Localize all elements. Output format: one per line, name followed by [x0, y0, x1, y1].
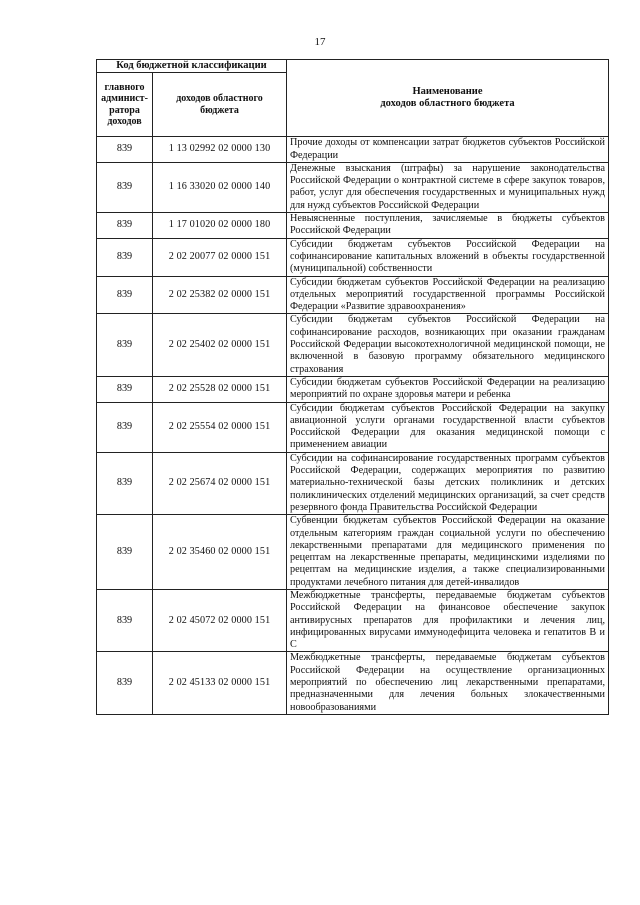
- admin-code-cell: 839: [97, 314, 153, 376]
- income-name-cell: Субсидии бюджетам субъектов Российской Федерации на софинансирование капитальных вложений в объекты государственной (муниципальной) собственности: [287, 238, 609, 276]
- table-row: [97, 515, 609, 590]
- budget-classification-table: [96, 59, 609, 715]
- table-row: [97, 276, 609, 314]
- admin-code-cell: 839: [97, 652, 153, 714]
- income-code-cell: 1 16 33020 02 0000 140: [153, 162, 287, 212]
- income-code-cell: 2 02 25674 02 0000 151: [153, 452, 287, 514]
- table-row: [97, 402, 609, 452]
- table-row: [97, 162, 609, 212]
- income-name-cell: Межбюджетные трансферты, передаваемые бюджетам субъектов Российской Федерации на осуществление организационных мероприятий по обеспечению лиц лекарственными препаратами, предназначенными для лечения больных злокачественными новообразованиями: [287, 652, 609, 714]
- income-name-header-line1: Наименование: [412, 85, 483, 97]
- classification-code-header: Код бюджетной классификации: [97, 60, 287, 73]
- table-row: [97, 452, 609, 514]
- income-code-cell: 2 02 45133 02 0000 151: [153, 652, 287, 714]
- income-code-cell: 2 02 25382 02 0000 151: [153, 276, 287, 314]
- table-row: [97, 238, 609, 276]
- income-name-cell: Субсидии бюджетам субъектов Российской Федерации на софинансирование расходов, возникающих при оказании гражданам Российской Федерации высокотехнологичной медицинской помощи, не включенной в базовую программу обязательного медицинского страхования: [287, 314, 609, 376]
- table-row: [97, 314, 609, 376]
- admin-code-cell: 839: [97, 137, 153, 163]
- page-number: 17: [314, 36, 326, 48]
- code-column-header: доходов областного бюджета: [153, 73, 287, 137]
- income-name-cell: Субсидии бюджетам субъектов Российской Федерации на закупку авиационной услуги органами государственной власти субъектов Российской Федерации для оказания медицинской помощи с применением авиации: [287, 402, 609, 452]
- income-name-cell: Межбюджетные трансферты, передаваемые бюджетам субъектов Российской Федерации на финансовое обеспечение закупок антивирусных препаратов для профилактики и лечения лиц, инфицированных вирусами иммунодефицита человека и гепатитов В и С: [287, 589, 609, 651]
- table-row: [97, 652, 609, 714]
- table-row: [97, 589, 609, 651]
- income-code-cell: 2 02 25528 02 0000 151: [153, 376, 287, 402]
- income-name-cell: Субсидии бюджетам субъектов Российской Федерации на реализацию отдельных мероприятий государственной программы Российской Федерации «Развитие здравоохранения»: [287, 276, 609, 314]
- income-code-cell: 2 02 35460 02 0000 151: [153, 515, 287, 590]
- table-row: [97, 213, 609, 239]
- table-header-row: [97, 60, 609, 73]
- income-code-cell: 1 17 01020 02 0000 180: [153, 213, 287, 239]
- admin-code-cell: 839: [97, 589, 153, 651]
- income-code-cell: 2 02 25402 02 0000 151: [153, 314, 287, 376]
- admin-code-cell: 839: [97, 376, 153, 402]
- income-code-cell: 2 02 25554 02 0000 151: [153, 402, 287, 452]
- income-name-header-line2: доходов областного бюджета: [380, 98, 515, 110]
- admin-code-cell: 839: [97, 452, 153, 514]
- admin-code-cell: 839: [97, 213, 153, 239]
- income-name-cell: Невыясненные поступления, зачисляемые в бюджеты субъектов Российской Федерации: [287, 213, 609, 239]
- income-name-cell: Субсидии на софинансирование государственных программ субъектов Российской Федерации, содержащих мероприятия по развитию материально-технической базы детских поликлиник и детских поликлинических отделений медицинских организаций, за счет средств резервного фонда Правительства Российской Федерации: [287, 452, 609, 514]
- income-code-cell: 1 13 02992 02 0000 130: [153, 137, 287, 163]
- admin-code-cell: 839: [97, 162, 153, 212]
- table-row: [97, 137, 609, 163]
- income-code-cell: 2 02 20077 02 0000 151: [153, 238, 287, 276]
- income-name-cell: Субвенции бюджетам субъектов Российской Федерации на оказание отдельным категориям граждан социальной услуги по обеспечению лекарственными препаратами для медицинского применения по рецептам на лекарственные препараты, медицинскими изделиями по рецептам на медицинские изделия, а также специализированными продуктами лечебного питания для детей-инвалидов: [287, 515, 609, 590]
- admin-code-cell: 839: [97, 238, 153, 276]
- table-row: [97, 376, 609, 402]
- income-name-cell: Прочие доходы от компенсации затрат бюджетов субъектов Российской Федерации: [287, 137, 609, 163]
- admin-code-cell: 839: [97, 515, 153, 590]
- admin-column-header: главного админист-ратора доходов: [97, 73, 153, 137]
- admin-code-cell: 839: [97, 276, 153, 314]
- income-name-header: [287, 60, 609, 137]
- income-code-cell: 2 02 45072 02 0000 151: [153, 589, 287, 651]
- table-body: [97, 137, 609, 715]
- admin-code-cell: 839: [97, 402, 153, 452]
- income-name-cell: Субсидии бюджетам субъектов Российской Федерации на реализацию мероприятий по охране здоровья матери и ребенка: [287, 376, 609, 402]
- income-name-cell: Денежные взыскания (штрафы) за нарушение законодательства Российской Федерации о контрактной системе в сфере закупок товаров, работ, услуг для обеспечения государственных и муниципальных нужд для нужд субъектов Российской Федерации: [287, 162, 609, 212]
